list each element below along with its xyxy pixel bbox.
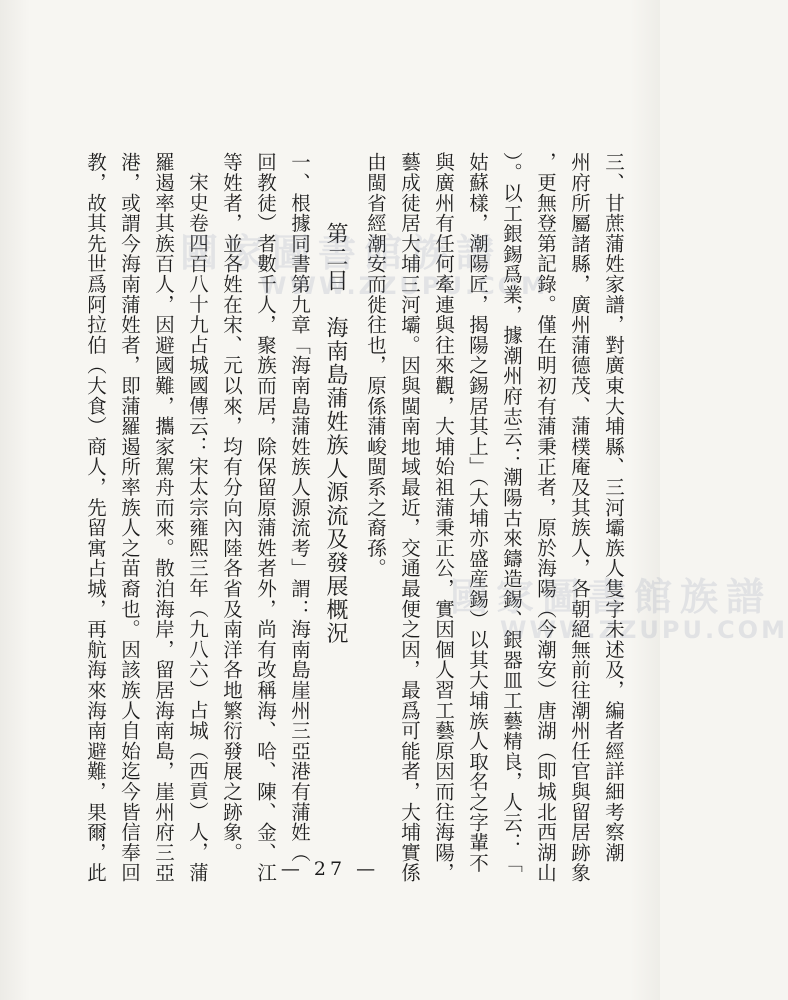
text-column: 姑蘇樣，潮陽匠，揭陽之錫居其上」（大埔亦盛産錫）以其大埔族人取名之字輩不 (466, 152, 489, 874)
text-column: 藝成徒居大埔三河壩。因與閩南地域最近，交通最便之因，最爲可能者，大埔實係 (398, 152, 421, 883)
watermark-url: WWW.ZZUPU.COM (260, 272, 548, 300)
text-column: 一、根據同書第九章「海南島蒲姓族人源流考」謂：海南島崖州三亞港有蒲姓（ (288, 152, 311, 863)
text-column: 宋史卷四百八十九占城國傳云：宋太宗雍熙三年（九八六）占城（西貢）人，蒲 (186, 172, 209, 883)
text-column: 與廣州有任何牽連與往來觀，大埔始祖蒲秉正公，實因個人習工藝原因而往海陽， (432, 152, 455, 883)
text-column: ，更無登第記錄。僅在明初有蒲秉正者，原於海陽（今潮安）唐湖（即城北西湖山 (534, 152, 557, 883)
watermark-text: 國家圖書館族譜 (180, 231, 503, 275)
text-column: 回教徒）者數千人，聚族而居，除保留原蒲姓者外，尚有改稱海、哈、陳、金、江 (254, 152, 277, 883)
watermark-text: 國家圖書館族譜 (450, 575, 773, 619)
text-column: 州府所屬諸縣，廣州蒲德茂、蒲樸庵及其族人，各朝絕無前往潮州任官與留居跡象 (568, 152, 591, 883)
text-column: 等姓者，並各姓在宋、元以來，均有分向內陸各省及南洋各地繁衍發展之跡象。 (220, 152, 243, 863)
page-number: — 27 — (280, 858, 380, 880)
watermark-url: WWW.ZZUPU.COM (500, 616, 788, 644)
text-column: ）。以工銀錫爲業，據潮州府志云：潮陽古來鑄造錫、銀器皿工藝精良，人云：「 (500, 152, 523, 874)
text-column: 港，或謂今海南蒲姓者，即蒲羅遏所率族人之苗裔也。因該族人自始迄今皆信奉回 (118, 152, 141, 883)
section-heading: 第二目 海南島蒲姓族人源流及發展概況 (323, 222, 348, 645)
text-column: 羅遏率其族百人，因避國難，攜家駕舟而來。散泊海岸，留居海南島，崖州府三亞 (152, 152, 175, 883)
text-column: 由閩省經潮安而徙往也，原係蒲峻閩系之裔孫。 (364, 152, 387, 579)
text-column: 三、甘蔗蒲姓家譜，對廣東大埔縣、三河壩族人隻字未述及，編者經詳細考察潮 (602, 152, 625, 863)
text-column: 教，故其先世爲阿拉伯（大食）商人，先留寓占城，再航海來海南避難，果爾，此 (84, 152, 107, 883)
